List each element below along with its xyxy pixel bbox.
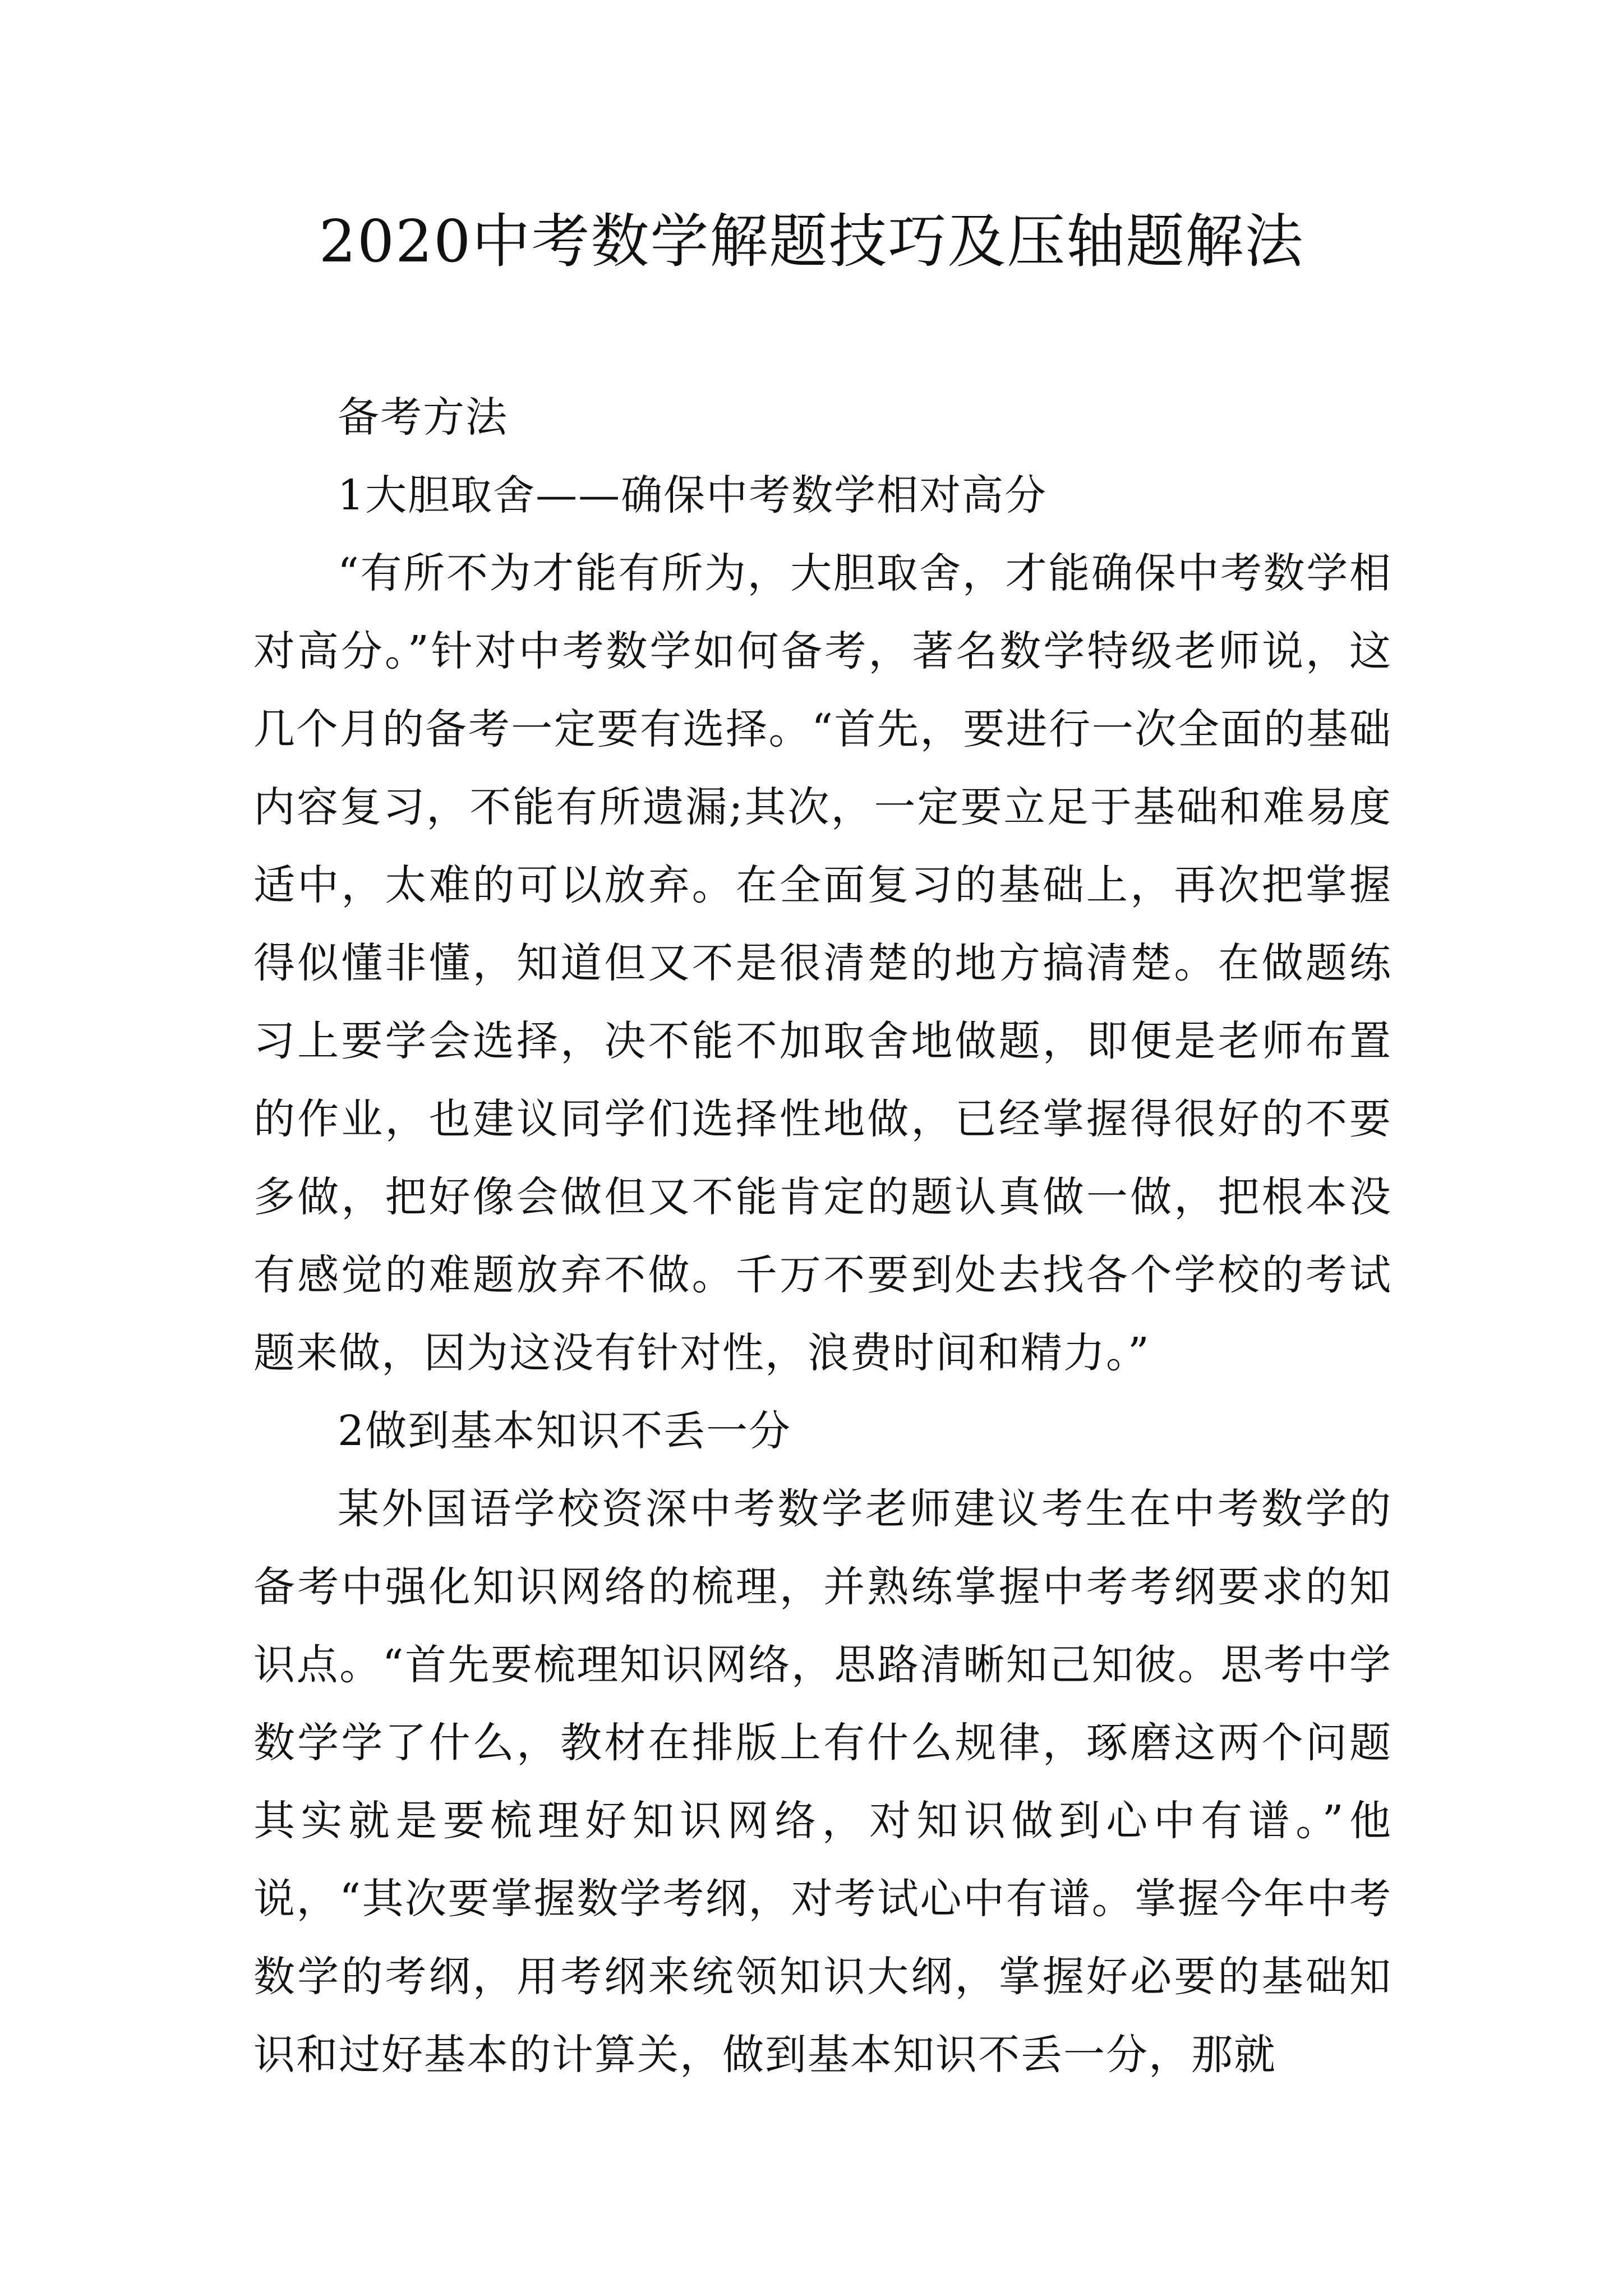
paragraph-1: “有所不为才能有所为，大胆取舍，才能确保中考数学相对高分。”针对中考数学如何备考，著名数学特级老师说，这几个月的备考一定要有选择。“首先，要进行一次全面的基础内容复习，不能有所遗漏;其次，一定要立足于基础和难易度适中，太难的可以放弃。在全面复习的基础上，再次把掌握得似懂非懂，知道但又不是很清楚的地方搞清楚。在做题练习上要学会选择，决不能不加取舍地做题，即便是老师布置的作业，也建议同学们选择性地做，已经掌握得很好的不要多做，把好像会做但又不能肯定的题认真做一做，把根本没有感觉的难题放弃不做。千万不要到处去找各个学校的考试题来做，因为这没有针对性，浪费时间和精力。” <box>253 549 1392 1377</box>
section-heading-2: 2做到基本知识不丢一分 <box>338 1407 792 1455</box>
paragraph-2: 某外国语学校资深中考数学老师建议考生在中考数学的备考中强化知识网络的梳理，并熟练掌握中考考纲要求的知识点。“首先要梳理知识网络，思路清晰知己知彼。思考中学数学学了什么，教材在排版上有什么规律，琢磨这两个问题其实就是要梳理好知识网络，对知识做到心中有谱。”他说，“其次要掌握数学考纲，对考试心中有谱。掌握今年中考数学的考纲，用考纲来统领知识大纲，掌握好必要的基础知识和过好基本的计算关，做到基本知识不丢一分，那就 <box>253 1485 1392 2079</box>
section-heading-1: 1大胆取舍——确保中考数学相对高分 <box>338 471 1048 519</box>
document-title: 2020中考数学解题技巧及压轴题解法 <box>319 207 1304 275</box>
section-heading-prep-method: 备考方法 <box>338 393 508 441</box>
document-body <box>253 379 1392 2094</box>
